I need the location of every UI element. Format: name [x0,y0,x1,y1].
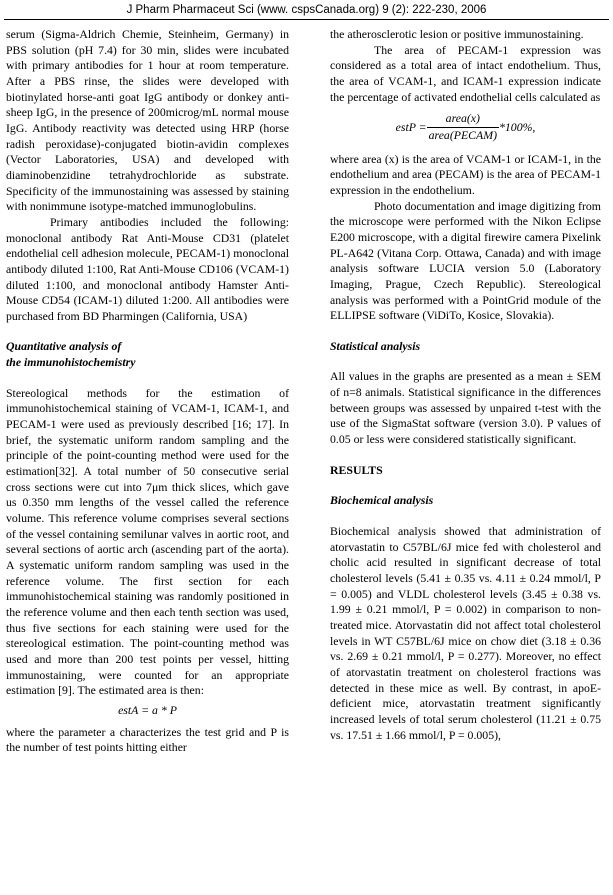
section-heading: Statistical analysis [330,338,421,353]
journal-header: J Pharm Pharmaceut Sci (www. cspsCanada.org) 9 (2): 222-230, 2006 [126,4,487,16]
paragraph: where area (x) is the area of VCAM-1 or ICAM-1, in the endothelium and area (PECAM) is the area of PECAM-1 expression in the endothelium. [330,151,601,197]
equation-numerator: area(x) [427,111,499,128]
section-heading: Biochemical analysis [330,493,434,508]
section-heading [6,339,289,370]
equation-percentage [330,111,601,143]
paragraph: the atherosclerotic lesion or positive immunostaining. [330,27,584,41]
heading-line: the immunohistochemistry [6,355,136,370]
paragraph: The area of PECAM-1 expression was considered as a total area of intact endothelium. Thus, the area of VCAM-1, and ICAM-1 expression indicate the percentage of activated endothelial cells calculated as [330,42,601,104]
heading-line: Quantitative analysis of [6,339,122,354]
left-column [6,27,289,756]
paragraph: Primary antibodies included the following: monoclonal antibody Rat Anti-Mouse CD31 (platelet endothelial cell adhesion molecule, PECAM-1) monoclonal antibody diluted 1:100, Rat Anti-Mouse CD106 (VCAM-1) diluted 1:100, and monoclonal antibody Hamster Anti-Mouse CD54 (ICAM-1) diluted 1:200. All antibodies were purchased from BD Pharmingen (California, USA) [6,214,289,323]
header-rule [4,19,609,20]
equation-tail: *100%, [499,119,536,134]
equation-fraction [427,111,499,143]
section-heading-results: RESULTS [330,462,383,477]
paragraph: Biochemical analysis showed that administration of atorvastatin to C57BL/6J mice fed with cholesterol and cholic acid resulted in significant decrease of total cholesterol levels (5.41 ± 0.35 vs. 4.11 ± 0.24 mmol/l, P = 0.005) and VLDL cholesterol levels (3.45 ± 0.38 vs. 1.99 ± 0.21 mmol/l, P = 0.002) in comparison to non-treated mice. Atorvastatin did not affect total cholesterol levels in WT C57BL/6J mice on chow diet (3.18 ± 0.36 vs. 2.69 ± 0.21 mmol/l, P = 0.277). Moreover, no effect of atorvastatin treatment on cholesterol fractions was detected in these mice as well. By contrast, in apoE-deficient mice, atorvastatin treatment significantly increased levels of total serum cholesterol (11.21 ± 0.75 vs. 17.51 ± 1.66 mmol/l, P = 0.005), [330,524,601,742]
paragraph: serum (Sigma-Aldrich Chemie, Steinheim, Germany) in PBS solution (pH 7.4) for 30 min, slides were incubated with primary antibodies for 1 hour at room temperature. After a PBS rinse, the slides were developed with biotinylated horse-anti goat IgG antibody or donkey anti-sheep IgG, in the presence of 200microg/mL normal mouse IgG. Antibody reactivity was detected using HRP (horse radish peroxidase)-conjugated biotin-avidin complexes (Vector Laboratories, USA) and developed with diaminobenzidine tetrahydrochloride as substrate. Specificity of the immunostaining was assessed by staining with nonimmune isotype-matched immunoglobulins. [6,27,289,214]
paragraph: All values in the graphs are presented as a mean ± SEM of n=8 animals. Statistical significance in the differences between groups was assessed by unpaired t-test with the use of the SigmaStat software (version 3.0). P values of 0.05 or less were considered statistically significant. [330,369,601,447]
right-column [330,27,601,743]
paragraph: where the parameter a characterizes the test grid and P is the number of test points hitting either [6,724,289,755]
equation-area: estA = a * P [118,702,177,717]
paragraph: Stereological methods for the estimation of immunohistochemical staining of VCAM-1, ICAM-1, and PECAM-1 were used as previously described [16; 17]. In brief, the systematic uniform random sampling and the principle of the point-counting method were used for the estimation[32]. A total number of 50 consecutive serial cross sections were cut into 7μm thick slices, which gave us 0.350 mm lengths of the vessel called the reference volume. This reference volume comprises several sections of the vessel containing semilunar valves in aortic root, and several sections of aortic arch (ascending part of the aorta). A systematic uniform random sampling was used in the reference volume. The first section for each immunohistochemical staining was randomly positioned in the reference volume and then each tenth section was used, thus five sections for each staining were used for the stereological estimation. The point-counting method was used and more than 200 test points per vessel, hitting immunostaining, were counted for an appropriate estimation [9]. The estimated area is then: [6,385,289,698]
paragraph: Photo documentation and image digitizing from the microscope were performed with the Nikon Eclipse E200 microscope, with a digital firewire camera Pixelink PL-A642 (Vitana Corp. Ottawa, Canada) and with image analysis software LUCIA version 5.0 (Laboratory Imaging, Prague, Czech Republic). Stereological analysis was performed with a PointGrid module of the ELLIPSE software (ViDiTo, Kosice, Slovakia). [330,198,601,323]
equation-lhs: estP = [395,119,427,134]
equation-denominator: area(PECAM) [428,127,497,142]
